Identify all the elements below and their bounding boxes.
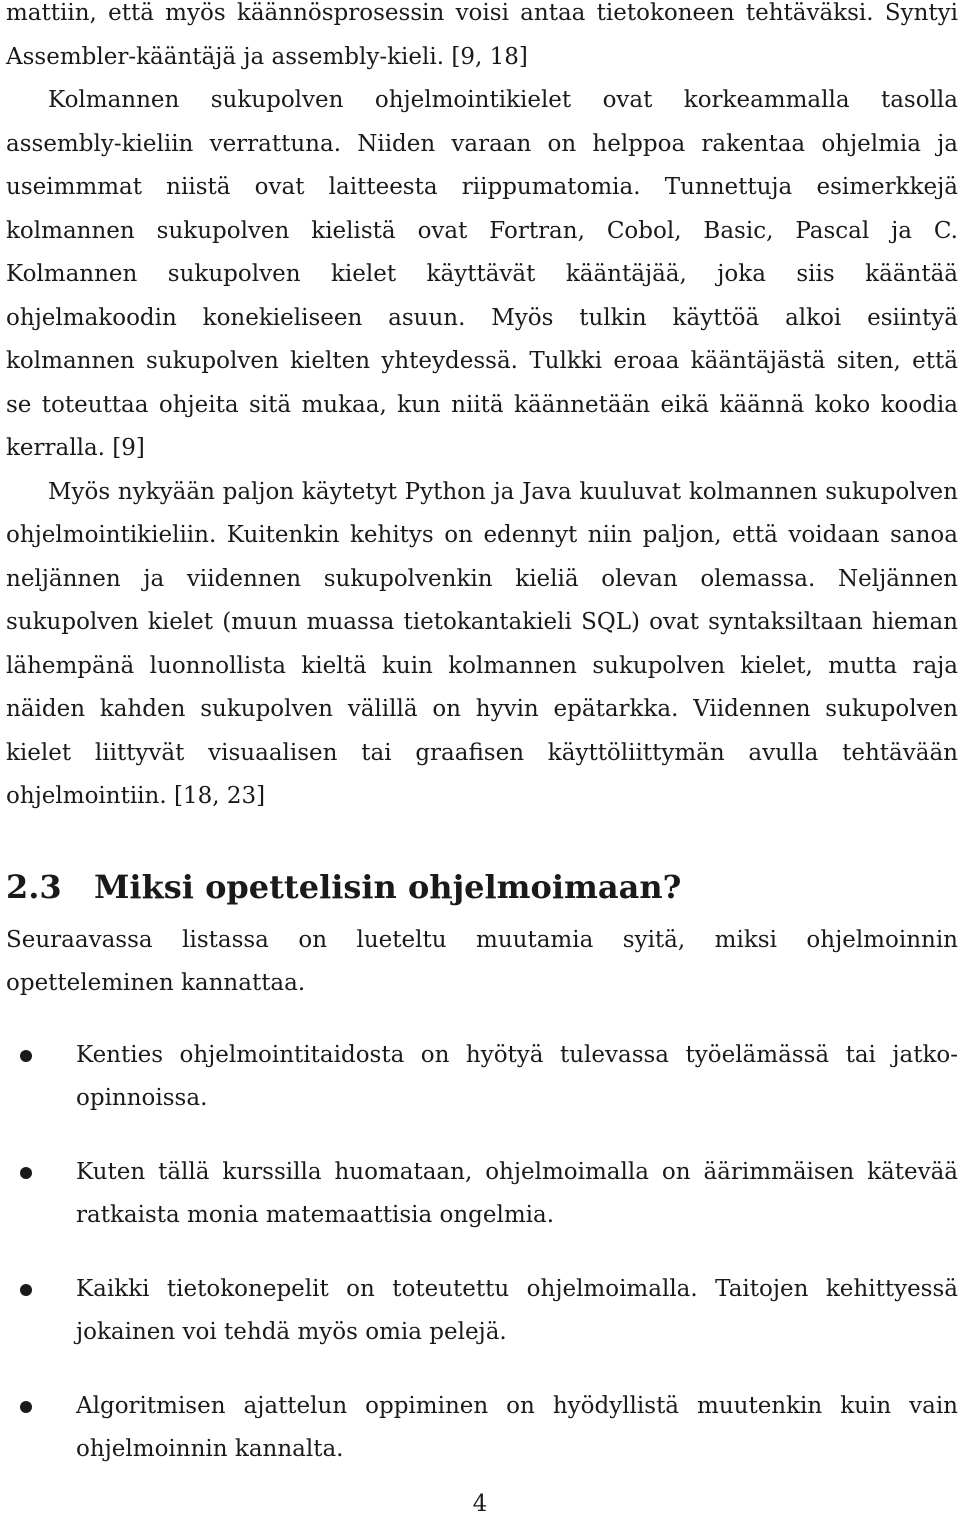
page-number: 4	[472, 1491, 488, 1517]
list-item	[6, 1034, 958, 1121]
list-item-text: Kenties ohjelmointitaidosta on hyötyä tulevassa työelämässä tai jatko-opinnoissa.	[76, 1041, 958, 1111]
section-number: 2.3	[6, 867, 62, 906]
list-item-text: Kaikki tietokonepelit on toteutettu ohjelmoimalla. Taitojen kehittyessä jokainen voi tehdä myös omia pelejä.	[76, 1275, 958, 1345]
list-item	[6, 1385, 958, 1472]
list-item-text: Algoritmisen ajattelun oppiminen on hyödyllistä muutenkin kuin vain ohjelmoinnin kannalta.	[76, 1392, 958, 1462]
reasons-list	[6, 1034, 958, 1472]
bullet-icon	[20, 1401, 32, 1413]
section-heading	[6, 863, 958, 911]
list-item	[6, 1268, 958, 1355]
paragraph-third-generation: Kolmannen sukupolven ohjelmointikielet ovat korkeammalla tasolla assembly-kieliin verrattuna. Niiden varaan on helppoa rakentaa ohjelmia ja useimmmat niistä ovat laitteesta riippumatomia. Tunnettuja esimerkkejä kolmannen sukupolven kielistä ovat Fortran, Cobol, Basic, Pascal ja C. Kolmannen sukupolven kielet käyttävät kääntäjää, joka siis kääntää ohjelmakoodin konekieliseen asuun. Myös tulkin käyttöä alkoi esiintyä kolmannen sukupolven kielten yhteydessä. Tulkki eroaa kääntäjästä siten, että se toteuttaa ohjeita sitä mukaa, kun niitä käännetään eikä käännä koko koodia kerralla. [9]	[6, 87, 958, 461]
bullet-icon	[20, 1050, 32, 1062]
list-item	[6, 1151, 958, 1238]
paragraph-assembler: mattiin, että myös käännösprosessin voisi antaa tietokoneen tehtäväksi. Syntyi Assembler-kääntäjä ja assembly-kieli. [9, 18]	[6, 0, 958, 70]
bullet-icon	[20, 1284, 32, 1296]
paragraph-fourth-fifth-generation: Myös nykyään paljon käytetyt Python ja Java kuuluvat kolmannen sukupolven ohjelmointikieliin. Kuitenkin kehitys on edennyt niin paljon, että voidaan sanoa neljännen ja viidennen sukupolvenkin kieliä olevan olemassa. Neljännen sukupolven kielet (muun muassa tietokantakieli SQL) ovat syntaksiltaan hieman lähempänä luonnollista kieltä kuin kolmannen sukupolven kielet, mutta raja näiden kahden sukupolven välillä on hyvin epätarkka. Viidennen sukupolven kielet liittyvät visuaalisen tai graafisen käyttöliittymän avulla tehtävään ohjelmointiin. [18, 23]	[6, 478, 958, 809]
section-title: Miksi opettelisin ohjelmoimaan?	[94, 867, 682, 906]
list-item-text: Kuten tällä kurssilla huomataan, ohjelmoimalla on äärimmäisen kätevää ratkaista monia matemaattisia ongelmia.	[76, 1158, 958, 1228]
section-intro: Seuraavassa listassa on lueteltu muutamia syitä, miksi ohjelmoinnin opetteleminen kannattaa.	[6, 926, 958, 996]
bullet-icon	[20, 1167, 32, 1179]
document-page	[6, 0, 958, 1502]
